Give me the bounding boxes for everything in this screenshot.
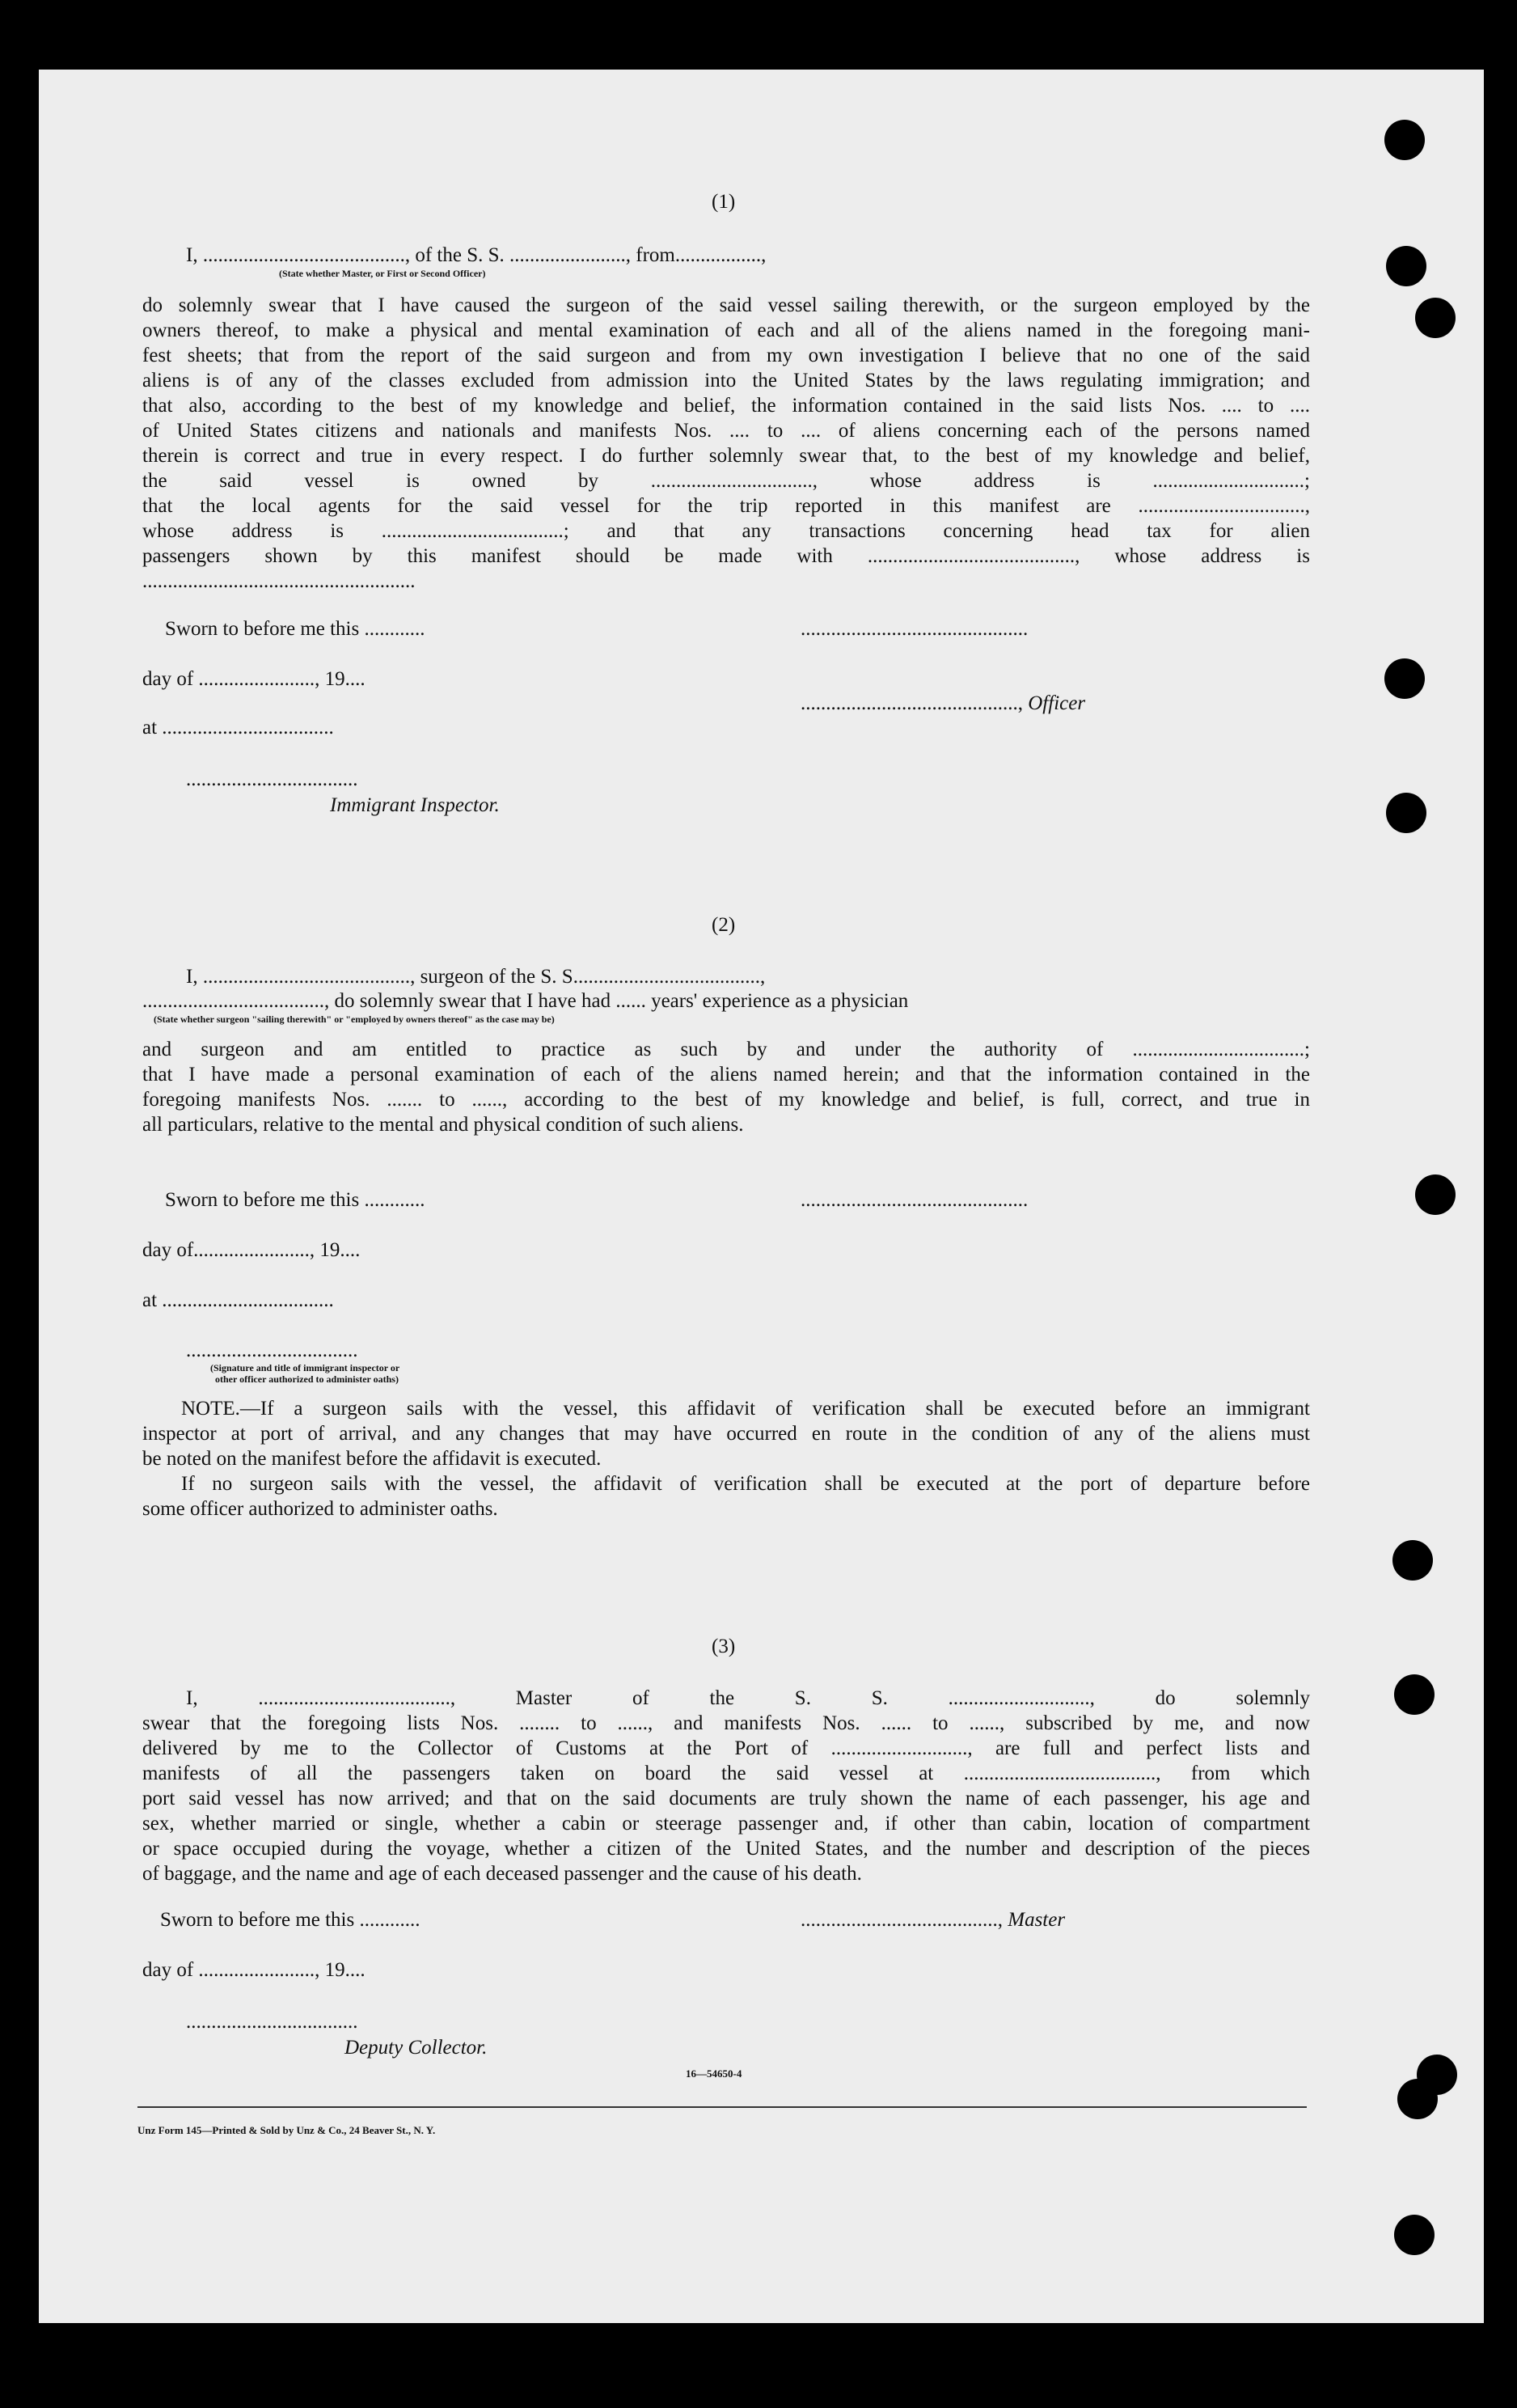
section1-body-line: whose address is ....................................; and that any transactions concerning head tax for alien bbox=[142, 520, 1310, 542]
printer-line: Unz Form 145—Printed & Sold by Unz & Co., 24 Beaver St., N. Y. bbox=[137, 2124, 436, 2136]
section2-at: at .................................. bbox=[142, 1289, 334, 1311]
section1-sworn: Sworn to before me this ............ bbox=[165, 618, 425, 640]
punch-hole bbox=[1415, 1174, 1456, 1215]
section2-line2: ...................................., do solemnly swear that I have had ...... years' experience as a physician bbox=[142, 990, 909, 1012]
note-line: If no surgeon sails with the vessel, the affidavit of verification shall be executed at the port of departure before bbox=[181, 1473, 1310, 1495]
section1-body-line: passengers shown by this manifest should be made with ........................................., whose address is bbox=[142, 545, 1310, 567]
section1-body-line: owners thereof, to make a physical and mental examination of each and all of the aliens named in the foregoing mani- bbox=[142, 320, 1310, 341]
section2-line2-note: (State whether surgeon "sailing therewith" or "employed by owners thereof" as the case may be) bbox=[154, 1014, 555, 1025]
section2-inspector-note-1: (Signature and title of immigrant inspector or bbox=[210, 1362, 400, 1373]
section2-signature-dots: ............................................. bbox=[801, 1189, 1029, 1211]
section1-inspector-dots: .................................. bbox=[186, 768, 358, 790]
section3-body-line: swear that the foregoing lists Nos. ........ to ......, and manifests Nos. ...... to ......, subscribed by me, and now bbox=[142, 1712, 1310, 1734]
section1-body-line: that also, according to the best of my knowledge and belief, the information contained in the said lists Nos. .... to .... bbox=[142, 395, 1310, 417]
section1-body-line: aliens is of any of the classes excluded from admission into the United States by the laws regulating immigration; and bbox=[142, 370, 1310, 391]
section3-day: day of ......................., 19.... bbox=[142, 1959, 366, 1981]
section1-signature-dots: ............................................. bbox=[801, 618, 1029, 640]
section3-number: (3) bbox=[712, 1636, 736, 1657]
section1-day: day of ......................., 19.... bbox=[142, 668, 366, 690]
section1-body-line: fest sheets; that from the report of the said surgeon and from my own investigation I believe that no one of the said bbox=[142, 345, 1310, 366]
section1-line1-note: (State whether Master, or First or Second Officer) bbox=[279, 268, 486, 279]
section3-body-line: of baggage, and the name and age of each deceased passenger and the cause of his death. bbox=[142, 1863, 862, 1885]
punch-hole bbox=[1386, 793, 1426, 833]
section1-body-line: that the local agents for the said vessel for the trip reported in this manifest are ................................., bbox=[142, 495, 1310, 517]
note-line: some officer authorized to administer oaths. bbox=[142, 1498, 498, 1520]
punch-hole bbox=[1384, 120, 1425, 160]
section1-body-line: do solemnly swear that I have caused the surgeon of the said vessel sailing therewith, or the surgeon employed by the bbox=[142, 294, 1310, 316]
note-line: be noted on the manifest before the affidavit is executed. bbox=[142, 1448, 602, 1470]
section3-collector-label: Deputy Collector. bbox=[344, 2037, 488, 2059]
section2-day: day of......................., 19.... bbox=[142, 1239, 361, 1261]
section2-sworn: Sworn to before me this ............ bbox=[165, 1189, 425, 1211]
section3-body bbox=[142, 1686, 1310, 1886]
section3-master-dots: ......................................., bbox=[801, 1909, 1008, 1931]
section1-inspector-label: Immigrant Inspector. bbox=[330, 794, 500, 816]
section3-body-line: delivered by me to the Collector of Customs at the Port of ..........................., are full and perfect lists and bbox=[142, 1737, 1310, 1759]
section1-body bbox=[142, 293, 1310, 594]
section3-body-line: port said vessel has now arrived; and that on the said documents are truly shown the name of each passenger, his age and bbox=[142, 1788, 1310, 1809]
punch-hole bbox=[1394, 2215, 1435, 2255]
section2-body-line: and surgeon and am entitled to practice as such by and under the authority of ..................................; bbox=[142, 1039, 1310, 1060]
section2-body-line: that I have made a personal examination of each of the aliens named herein; and that the information contained in the bbox=[142, 1064, 1310, 1086]
section2-body-line: all particulars, relative to the mental and physical condition of such aliens. bbox=[142, 1114, 744, 1136]
section1-body-line: ...................................................... bbox=[142, 570, 416, 592]
section1-body-line: the said vessel is owned by ................................, whose address is ..............................; bbox=[142, 470, 1310, 492]
section1-officer-dots: ..........................................., bbox=[801, 692, 1029, 714]
section3-body-line: manifests of all the passengers taken on board the said vessel at ......................................, from which bbox=[142, 1763, 1310, 1784]
section1-line1: I, ........................................, of the S. S. ......................., from................., bbox=[186, 244, 767, 266]
section3-master-line bbox=[801, 1907, 1065, 1932]
section2-body-line: foregoing manifests Nos. ....... to ......, according to the best of my knowledge and belief, is full, correct, and true in bbox=[142, 1089, 1310, 1111]
section1-officer-label: Officer bbox=[1028, 692, 1086, 714]
section3-body-line: I, ......................................, Master of the S. S. ............................, do solemnly bbox=[186, 1687, 1310, 1709]
section3-master-label: Master bbox=[1008, 1909, 1066, 1931]
section1-officer-line bbox=[801, 691, 1085, 716]
footer-rule bbox=[137, 2106, 1307, 2108]
section2-inspector-dots: .................................. bbox=[186, 1339, 358, 1361]
note-line: NOTE.—If a surgeon sails with the vessel, this affidavit of verification shall be executed before an immigrant bbox=[181, 1398, 1310, 1420]
section2-number: (2) bbox=[712, 914, 736, 936]
punch-hole bbox=[1394, 1674, 1435, 1715]
punch-hole bbox=[1397, 2079, 1438, 2119]
section1-body-line: therein is correct and true in every respect. I do further solemnly swear that, to the best of my knowledge and belief, bbox=[142, 445, 1310, 467]
section2-note bbox=[142, 1396, 1310, 1521]
punch-hole bbox=[1386, 246, 1426, 286]
section3-collector-dots: .................................. bbox=[186, 2011, 358, 2033]
punch-hole bbox=[1415, 298, 1456, 338]
punch-hole bbox=[1392, 1540, 1433, 1581]
section2-line1: I, ........................................., surgeon of the S. S....................................., bbox=[186, 966, 766, 988]
section3-body-line: sex, whether married or single, whether a cabin or steerage passenger and, if other than cabin, location of compartment bbox=[142, 1813, 1310, 1835]
note-line: inspector at port of arrival, and any changes that may have occurred en route in the condition of any of the aliens must bbox=[142, 1423, 1310, 1445]
section1-number: (1) bbox=[712, 191, 736, 213]
section2-body bbox=[142, 1037, 1310, 1137]
section2-inspector-note-2: other officer authorized to administer oaths) bbox=[215, 1373, 399, 1385]
section3-body-line: or space occupied during the voyage, whether a citizen of the United States, and the number and description of the pieces bbox=[142, 1838, 1310, 1860]
punch-hole bbox=[1384, 658, 1425, 699]
section1-body-line: of United States citizens and nationals and manifests Nos. .... to .... of aliens concerning each of the persons named bbox=[142, 420, 1310, 442]
section1-at: at .................................. bbox=[142, 717, 334, 738]
section3-sworn: Sworn to before me this ............ bbox=[160, 1909, 420, 1931]
form-number: 16—54650-4 bbox=[686, 2067, 742, 2080]
